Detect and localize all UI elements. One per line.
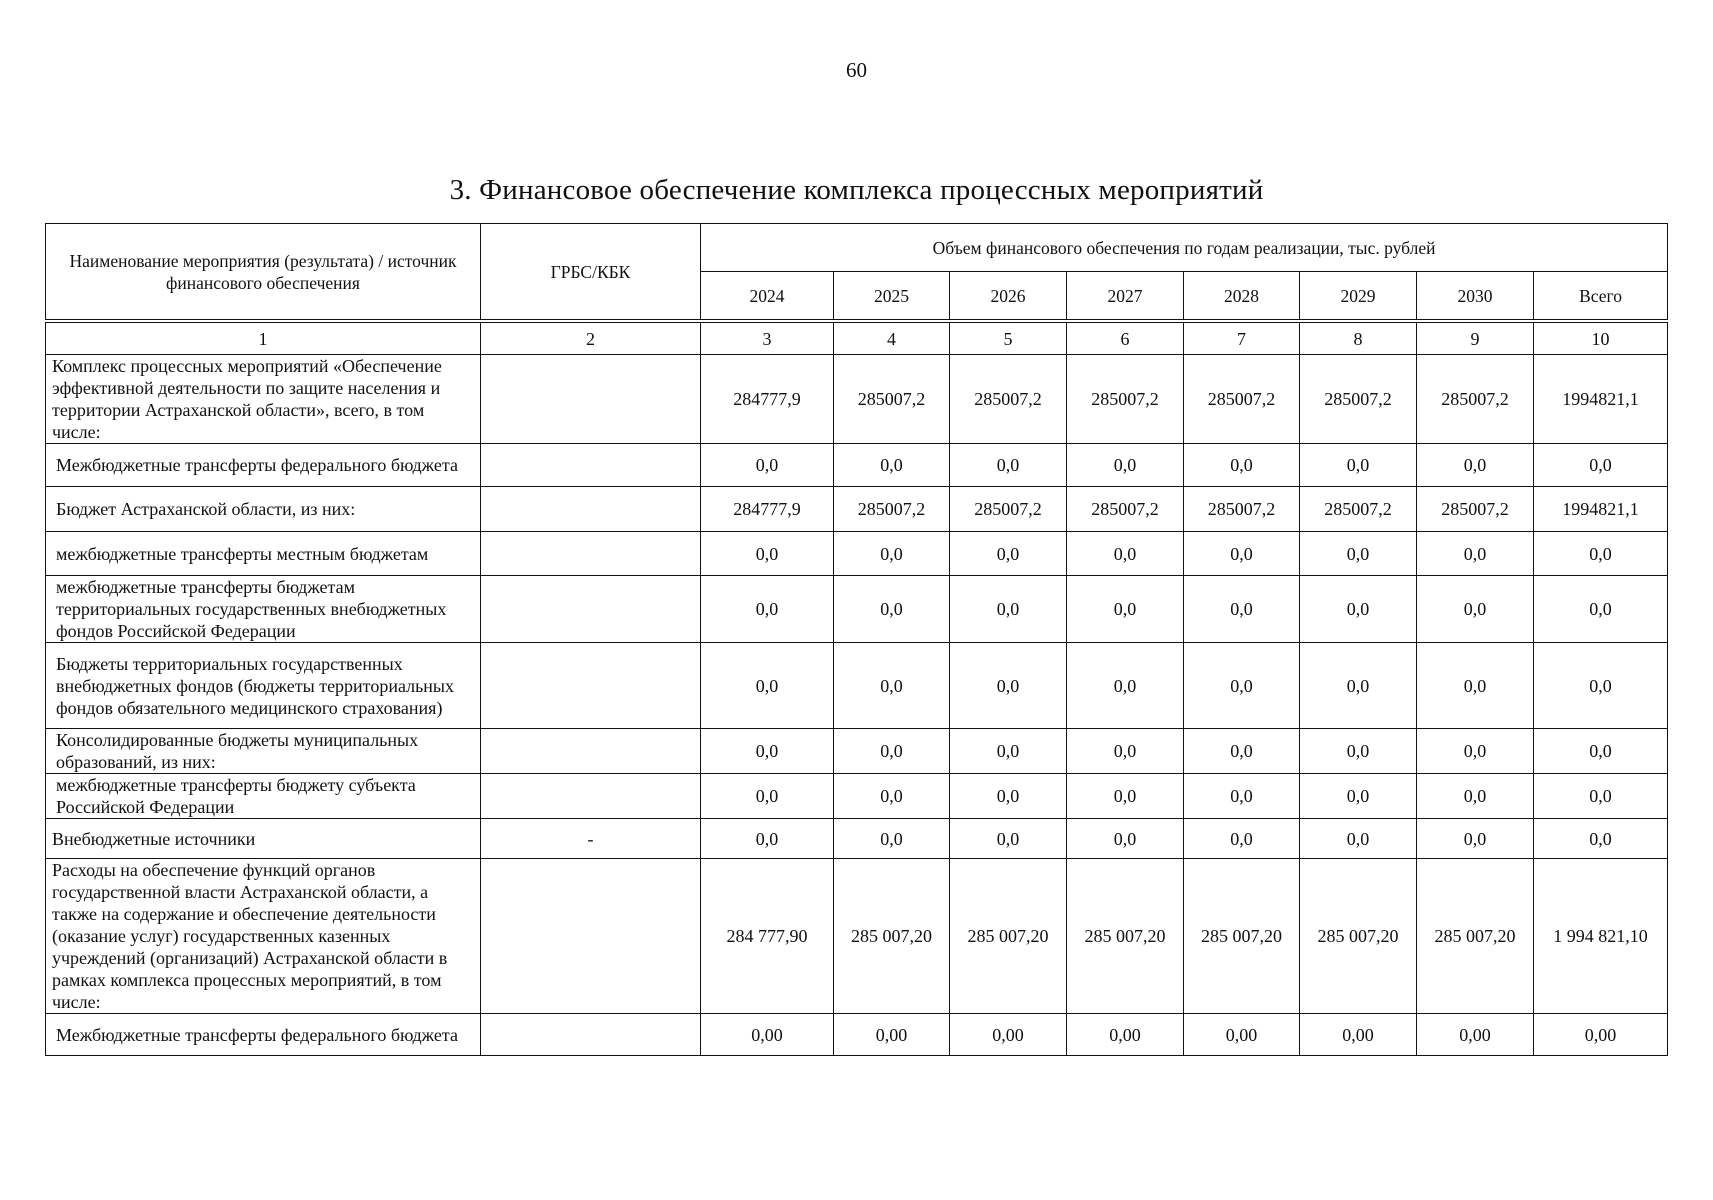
row-value: 0,0	[1300, 532, 1417, 576]
row-value: 0,0	[950, 774, 1067, 819]
row-value: 285 007,20	[950, 859, 1067, 1014]
row-value: 285007,2	[1184, 355, 1300, 444]
column-number: 9	[1417, 323, 1534, 355]
header-year: 2029	[1300, 272, 1417, 320]
row-grbs	[481, 487, 701, 532]
row-value: 0,0	[1184, 819, 1300, 859]
row-grbs	[481, 532, 701, 576]
row-value: 0,00	[1534, 1014, 1668, 1056]
row-value: 0,0	[1184, 444, 1300, 487]
header-year: 2025	[834, 272, 950, 320]
header-year: 2027	[1067, 272, 1184, 320]
row-name: Бюджеты территориальных государственных внебюджетных фондов (бюджеты территориальных фондов обязательного медицинского страхования)	[46, 643, 481, 729]
row-value: 0,0	[1067, 532, 1184, 576]
row-value: 285 007,20	[1417, 859, 1534, 1014]
row-grbs	[481, 729, 701, 774]
row-name: Комплекс процессных мероприятий «Обеспечение эффективной деятельности по защите населения и территории Астраханской области», всего, в том числе:	[46, 355, 481, 444]
row-value: 285007,2	[1417, 487, 1534, 532]
row-name: Межбюджетные трансферты федерального бюджета	[46, 444, 481, 487]
column-number: 1	[46, 323, 481, 355]
page-number: 60	[846, 58, 867, 82]
document-title: 3. Финансовое обеспечение комплекса процессных мероприятий	[449, 174, 1264, 206]
row-value: 0,0	[701, 576, 834, 643]
row-value: 1 994 821,10	[1534, 859, 1668, 1014]
header-year: 2024	[701, 272, 834, 320]
row-value: 0,0	[701, 729, 834, 774]
row-value: 285007,2	[950, 487, 1067, 532]
row-value: 0,0	[1534, 819, 1668, 859]
row-value: 284777,9	[701, 487, 834, 532]
row-name: Бюджет Астраханской области, из них:	[46, 487, 481, 532]
row-value: 285007,2	[834, 487, 950, 532]
row-grbs	[481, 1014, 701, 1056]
row-value: 285007,2	[1417, 355, 1534, 444]
row-value: 0,0	[834, 444, 950, 487]
column-number: 4	[834, 323, 950, 355]
row-grbs	[481, 444, 701, 487]
row-name: Расходы на обеспечение функций органов государственной власти Астраханской области, а также на содержание и обеспечение деятельности (оказание услуг) государственных казенных учреждений (организаций) Астраханской области в рамках комплекса процессных мероприятий, в том числе:	[46, 859, 481, 1014]
header-year: 2030	[1417, 272, 1534, 320]
row-value: 0,0	[1184, 729, 1300, 774]
row-value: 285007,2	[950, 355, 1067, 444]
table-row	[46, 729, 1668, 774]
row-value: 0,0	[701, 819, 834, 859]
row-value: 0,0	[950, 729, 1067, 774]
column-number: 3	[701, 323, 834, 355]
row-value: 0,0	[1184, 774, 1300, 819]
row-name: Межбюджетные трансферты федерального бюджета	[46, 1014, 481, 1056]
row-value: 285 007,20	[1300, 859, 1417, 1014]
row-value: 0,00	[834, 1014, 950, 1056]
row-name: Консолидированные бюджеты муниципальных образований, из них:	[46, 729, 481, 774]
row-value: 0,0	[1417, 643, 1534, 729]
row-value: 0,0	[950, 532, 1067, 576]
row-value: 0,0	[1534, 643, 1668, 729]
table-row	[46, 355, 1668, 444]
row-value: 0,00	[701, 1014, 834, 1056]
row-value: 0,0	[1067, 819, 1184, 859]
row-value: 0,0	[1300, 819, 1417, 859]
row-value: 285007,2	[1067, 487, 1184, 532]
row-value: 0,0	[701, 774, 834, 819]
row-value: 0,0	[834, 774, 950, 819]
row-value: 0,0	[1534, 729, 1668, 774]
table-row	[46, 487, 1668, 532]
row-value: 285007,2	[1067, 355, 1184, 444]
row-value: 0,00	[1184, 1014, 1300, 1056]
header-volume-group: Объем финансового обеспечения по годам реализации, тыс. рублей	[701, 224, 1668, 272]
table-row	[46, 1014, 1668, 1056]
row-value: 0,00	[1417, 1014, 1534, 1056]
row-name: межбюджетные трансферты бюджетам территориальных государственных внебюджетных фондов Российской Федерации	[46, 576, 481, 643]
row-value: 0,0	[950, 576, 1067, 643]
row-name: межбюджетные трансферты бюджету субъекта Российской Федерации	[46, 774, 481, 819]
row-value: 285 007,20	[1067, 859, 1184, 1014]
row-value: 0,0	[950, 819, 1067, 859]
row-value: 0,00	[950, 1014, 1067, 1056]
header-year: 2026	[950, 272, 1067, 320]
table-row	[46, 774, 1668, 819]
row-value: 0,0	[1417, 819, 1534, 859]
row-value: 284 777,90	[701, 859, 834, 1014]
row-grbs	[481, 355, 701, 444]
row-value: 0,0	[834, 576, 950, 643]
row-value: 0,0	[1067, 576, 1184, 643]
row-value: 0,0	[950, 643, 1067, 729]
row-grbs	[481, 576, 701, 643]
row-value: 0,0	[1417, 729, 1534, 774]
row-value: 0,0	[1417, 444, 1534, 487]
row-value: 0,0	[1300, 643, 1417, 729]
row-value: 0,0	[1300, 774, 1417, 819]
row-grbs	[481, 643, 701, 729]
column-number: 6	[1067, 323, 1184, 355]
row-value: 0,0	[1534, 532, 1668, 576]
row-value: 0,0	[834, 532, 950, 576]
row-value: 0,0	[1300, 444, 1417, 487]
row-value: 0,0	[1534, 774, 1668, 819]
header-name: Наименование мероприятия (результата) / источник финансового обеспечения	[46, 224, 481, 320]
row-value: 0,0	[950, 444, 1067, 487]
table-row	[46, 576, 1668, 643]
table-row	[46, 859, 1668, 1014]
row-value: 0,0	[1534, 444, 1668, 487]
row-value: 0,0	[1184, 532, 1300, 576]
row-value: 0,0	[1184, 576, 1300, 643]
row-value: 1994821,1	[1534, 487, 1668, 532]
financing-table	[45, 223, 1668, 1056]
row-value: 285 007,20	[1184, 859, 1300, 1014]
column-number: 7	[1184, 323, 1300, 355]
header-year: 2028	[1184, 272, 1300, 320]
table-row	[46, 444, 1668, 487]
row-value: 1994821,1	[1534, 355, 1668, 444]
row-value: 0,0	[1067, 774, 1184, 819]
table-row	[46, 819, 1668, 859]
row-value: 0,0	[1184, 643, 1300, 729]
column-number: 10	[1534, 323, 1668, 355]
row-value: 285007,2	[834, 355, 950, 444]
row-value: 285007,2	[1300, 355, 1417, 444]
row-value: 0,0	[1300, 576, 1417, 643]
row-value: 0,0	[1067, 444, 1184, 487]
row-value: 0,0	[834, 643, 950, 729]
row-value: 0,0	[1417, 576, 1534, 643]
header-grbs: ГРБС/КБК	[481, 224, 701, 320]
table-row	[46, 532, 1668, 576]
header-year: Всего	[1534, 272, 1668, 320]
row-value: 0,0	[834, 819, 950, 859]
row-value: 0,0	[1067, 643, 1184, 729]
row-name: Внебюджетные источники	[46, 819, 481, 859]
row-grbs: -	[481, 819, 701, 859]
row-value: 0,0	[1067, 729, 1184, 774]
row-value: 284777,9	[701, 355, 834, 444]
row-value: 0,0	[834, 729, 950, 774]
row-value: 0,0	[1534, 576, 1668, 643]
row-value: 0,0	[701, 532, 834, 576]
row-value: 0,0	[1417, 532, 1534, 576]
row-value: 0,00	[1300, 1014, 1417, 1056]
row-value: 0,0	[1300, 729, 1417, 774]
row-name: межбюджетные трансферты местным бюджетам	[46, 532, 481, 576]
row-value: 0,00	[1067, 1014, 1184, 1056]
row-value: 0,0	[701, 444, 834, 487]
column-number: 5	[950, 323, 1067, 355]
row-value: 0,0	[1417, 774, 1534, 819]
row-grbs	[481, 774, 701, 819]
row-value: 285007,2	[1300, 487, 1417, 532]
row-value: 285 007,20	[834, 859, 950, 1014]
column-number: 2	[481, 323, 701, 355]
row-grbs	[481, 859, 701, 1014]
row-value: 0,0	[701, 643, 834, 729]
row-value: 285007,2	[1184, 487, 1300, 532]
column-number: 8	[1300, 323, 1417, 355]
table-row	[46, 643, 1668, 729]
